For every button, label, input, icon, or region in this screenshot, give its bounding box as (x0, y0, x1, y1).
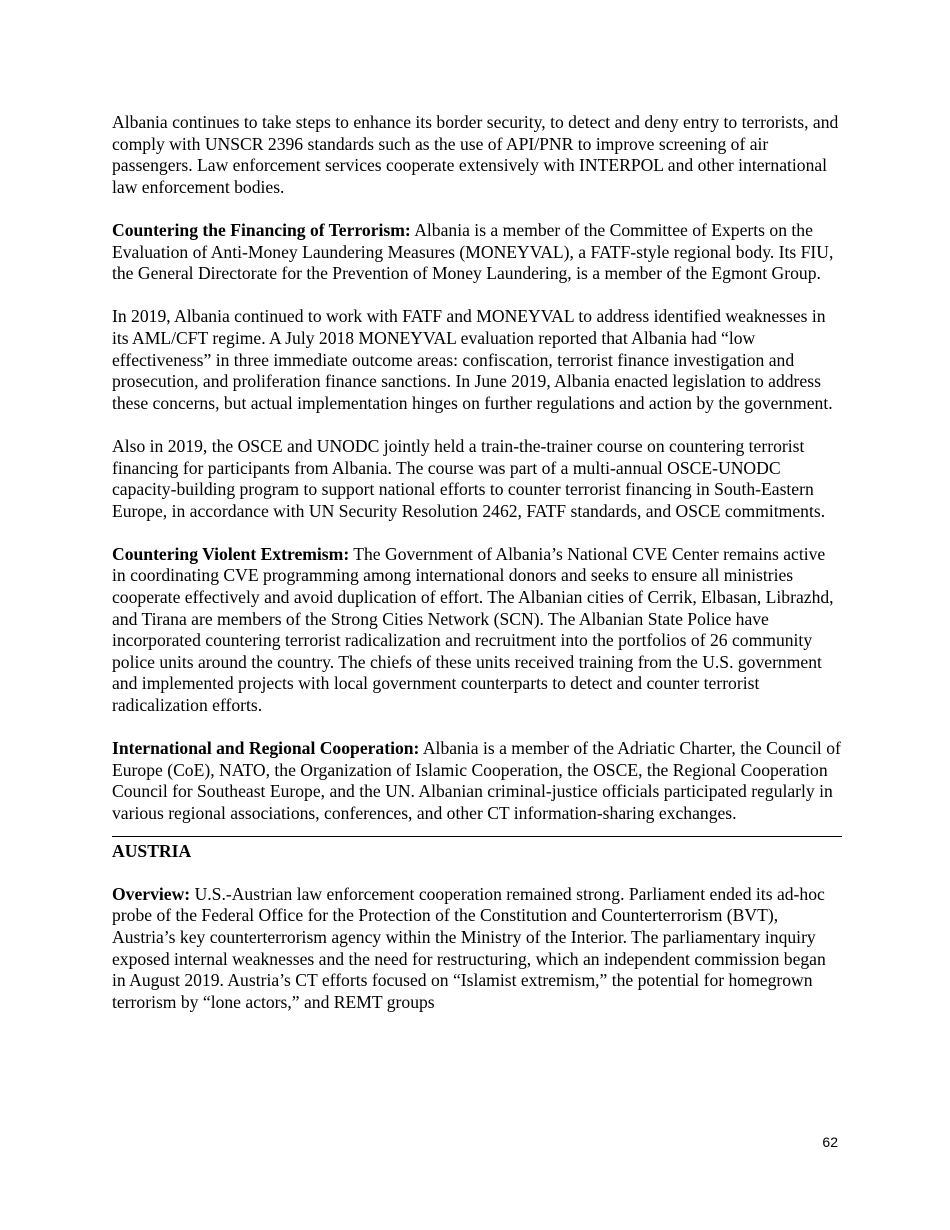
paragraph-moneyval: In 2019, Albania continued to work with FATF and MONEYVAL to address identified weaknesses in its AML/CFT regime. A July 2018 MONEYVAL evaluation reported that Albania had “low effectiveness” in three immediate outcome areas: confiscation, terrorist finance investigation and prosecution, and proliferation finance sanctions. In June 2019, Albania enacted legislation to address these concerns, but actual implementation hinges on further regulations and action by the government. (112, 306, 833, 413)
section-heading-cft: Countering the Financing of Terrorism: (112, 219, 411, 240)
page-number: 62 (822, 1134, 838, 1150)
paragraph-osce-unodc: Also in 2019, the OSCE and UNODC jointly held a train-the-trainer course on countering terrorist financing for participants from Albania. The course was part of a multi-annual OSCE-UNODC capacity-building program to support national efforts to counter terrorist financing in South-Eastern Europe, in accordance with UN Security Resolution 2462, FATF standards, and OSCE commitments. (112, 435, 826, 521)
section-heading-overview: Overview: (112, 883, 191, 904)
section-body-cft: Albania is a member of the Committee of Experts on the Evaluation of Anti-Money Laundering Measures (MONEYVAL), a FATF-style regional body. Its FIU, the General Directorate for the Prevention of Money Laundering, is a member of the Egmont Group. (112, 219, 834, 284)
paragraph-overview (112, 884, 842, 1014)
section-heading-irc: International and Regional Cooperation: (112, 738, 420, 759)
paragraph-countering-financing (112, 220, 842, 285)
document-page (112, 112, 842, 1013)
section-divider (112, 836, 842, 837)
section-body-overview: U.S.-Austrian law enforcement cooperation remained strong. Parliament ended its ad-hoc probe of the Federal Office for the Protection of the Constitution and Counterterrorism (BVT), Austria’s key counterterrorism agency within the Ministry of the Interior. The parliamentary inquiry exposed internal weaknesses and the need for restructuring, which an independent commission began in August 2019. Austria’s CT efforts focused on “Islamist extremism,” the potential for homegrown terrorism by “lone actors,” and REMT groups (112, 883, 826, 1012)
section-body-irc: Albania is a member of the Adriatic Charter, the Council of Europe (CoE), NATO, the Organization of Islamic Cooperation, the OSCE, the Regional Cooperation Council for Southeast Europe, and the UN. Albanian criminal-justice officials participated regularly in various regional associations, conferences, and other CT information-sharing exchanges. (112, 738, 841, 823)
country-heading: AUSTRIA (112, 840, 192, 861)
paragraph-international-cooperation (112, 738, 842, 824)
paragraph-countering-violent-extremism (112, 544, 842, 717)
section-heading-cve: Countering Violent Extremism: (112, 543, 350, 564)
section-body-cve: The Government of Albania’s National CVE Center remains active in coordinating CVE programming among international donors and seeks to ensure all ministries cooperate effectively and avoid duplication of effort. The Albanian cities of Cerrik, Elbasan, Librazhd, and Tirana are members of the Strong Cities Network (SCN). The Albanian State Police have incorporated countering terrorist radicalization and recruitment into the portfolios of 26 community police units around the country. The chiefs of these units received training from the U.S. government and implemented projects with local government counterparts to detect and counter terrorist radicalization efforts. (112, 543, 834, 716)
paragraph-border-security: Albania continues to take steps to enhance its border security, to detect and deny entry to terrorists, and comply with UNSCR 2396 standards such as the use of API/PNR to improve screening of air passengers. Law enforcement services cooperate extensively with INTERPOL and other international law enforcement bodies. (112, 112, 839, 197)
